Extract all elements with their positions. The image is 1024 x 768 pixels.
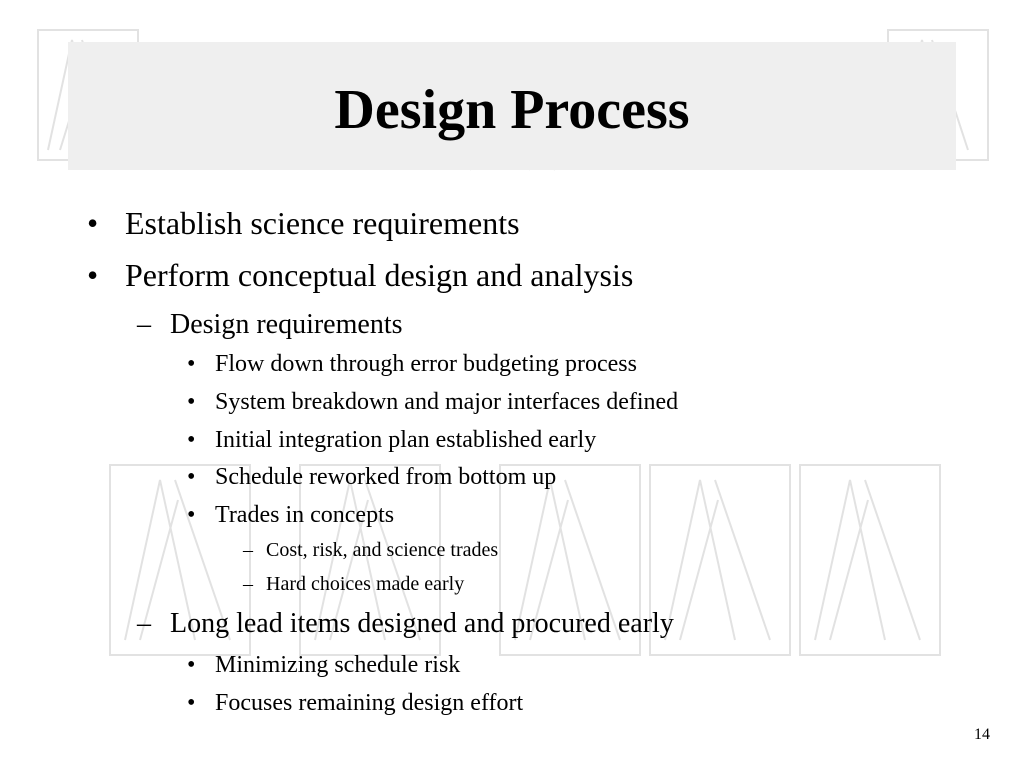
bullet-marker: • (187, 464, 196, 490)
bullet-marker: • (187, 427, 196, 453)
bullet-item-level-2 (137, 607, 674, 641)
dash-marker: – (137, 309, 151, 340)
dash-marker: – (243, 539, 253, 561)
bullet-item-level-3 (187, 650, 461, 680)
bullet-item-level-2 (137, 308, 403, 342)
bullet-marker: • (187, 502, 196, 528)
bullet-item-level-3 (187, 349, 637, 379)
bullet-text: Trades in concepts (215, 502, 395, 528)
bullet-text: Design requirements (170, 309, 403, 340)
bullet-text: Hard choices made early (266, 573, 465, 595)
bullet-text: Flow down through error budgeting process (215, 351, 637, 377)
bullet-text: Cost, risk, and science trades (266, 539, 499, 561)
bullet-text: Initial integration plan established early (215, 427, 597, 453)
bullet-marker: • (187, 351, 196, 377)
bullet-marker: • (187, 690, 196, 716)
bullet-text: Perform conceptual design and analysis (125, 257, 634, 293)
bullet-item-level-1 (87, 255, 634, 295)
bullet-item-level-4 (243, 537, 499, 563)
bullet-text: Schedule reworked from bottom up (215, 464, 557, 490)
dash-marker: – (243, 573, 253, 595)
bullet-item-level-3 (187, 462, 557, 492)
bullet-item-level-3 (187, 387, 679, 417)
bullet-text: Long lead items designed and procured early (170, 608, 674, 639)
bullet-item-level-3 (187, 500, 395, 530)
slide-title: Design Process (334, 79, 690, 141)
bullet-item-level-3 (187, 688, 524, 718)
bullet-marker: • (187, 652, 196, 678)
bullet-text: System breakdown and major interfaces defined (215, 389, 679, 415)
bullet-marker: • (87, 205, 99, 241)
slide-page-number: 14 (974, 726, 990, 743)
bullet-item-level-4 (243, 571, 465, 597)
bullet-item-level-3 (187, 425, 597, 455)
bullet-marker: • (187, 389, 196, 415)
bullet-text: Establish science requirements (125, 205, 520, 241)
bullet-text: Minimizing schedule risk (215, 652, 461, 678)
bullet-text: Focuses remaining design effort (215, 690, 524, 716)
bullet-marker: • (87, 257, 99, 293)
dash-marker: – (137, 608, 151, 639)
bullet-item-level-1 (87, 203, 520, 243)
